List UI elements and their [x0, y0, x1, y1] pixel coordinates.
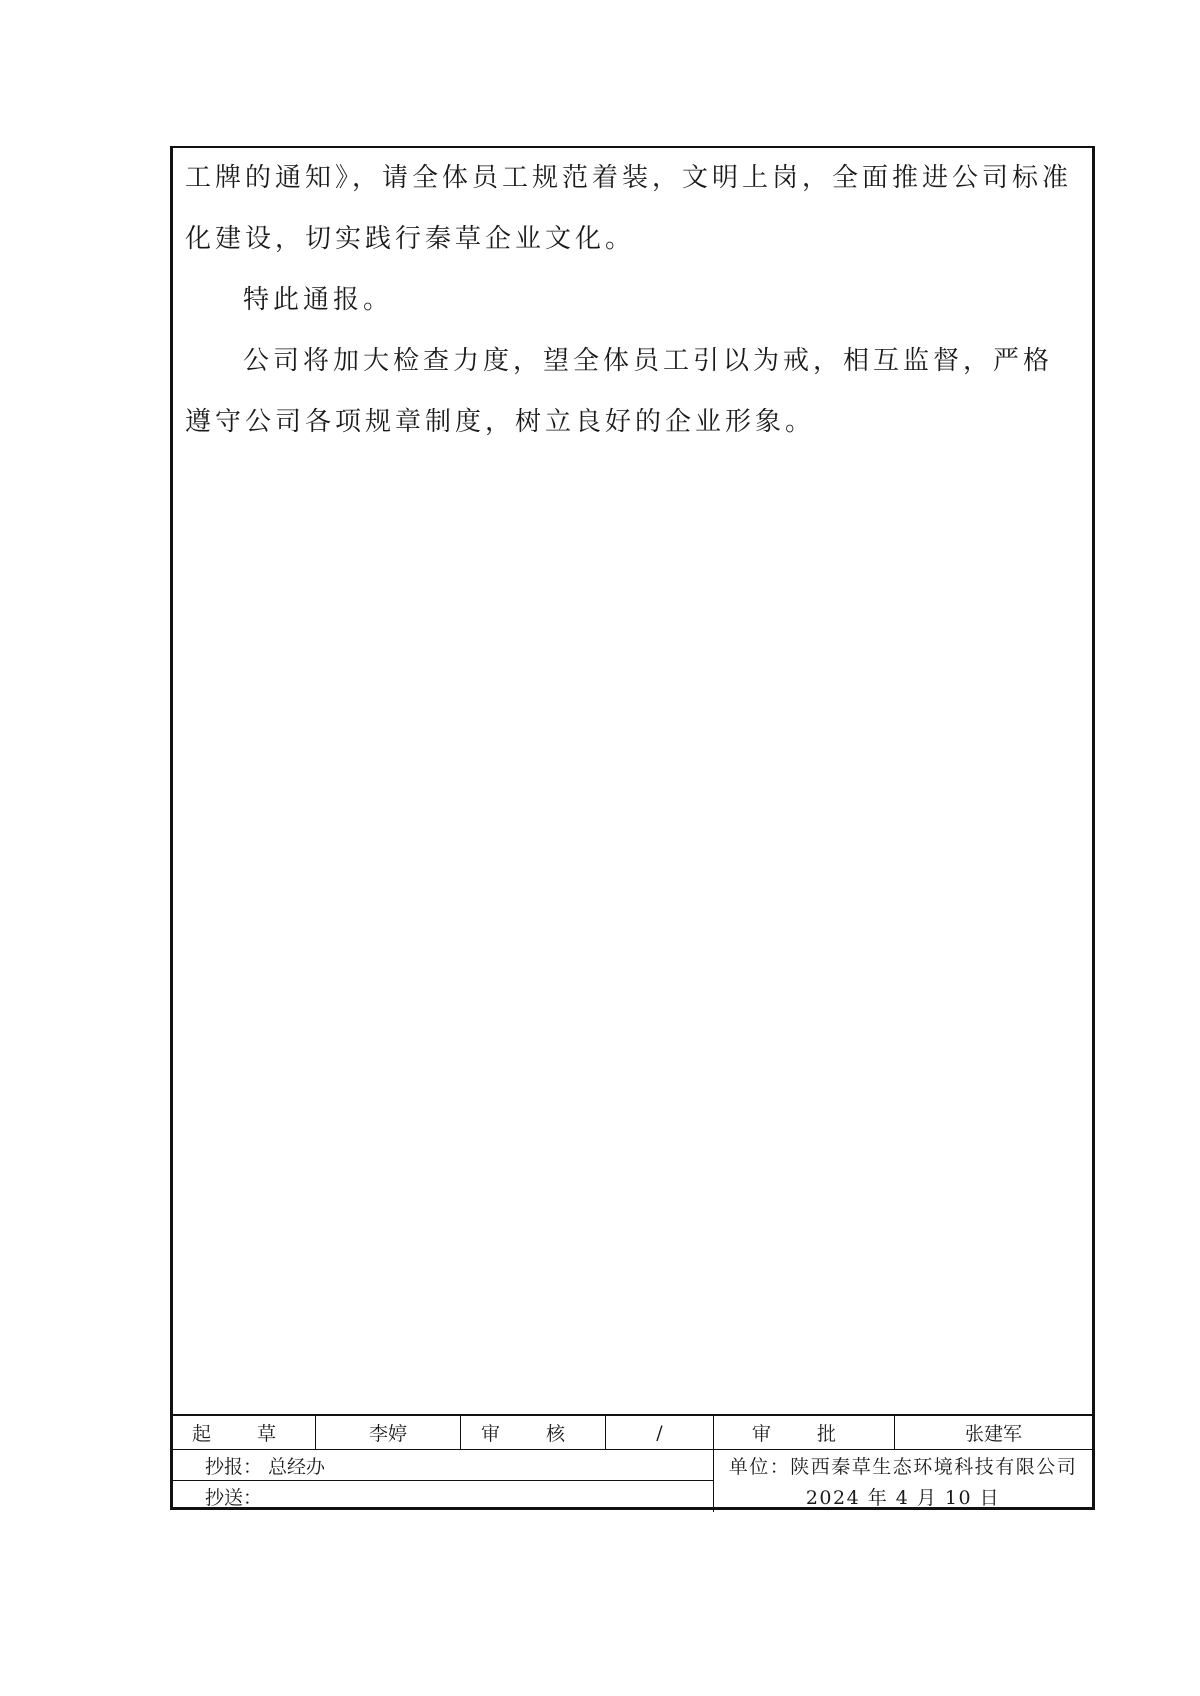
drafter-name: 李婷: [316, 1416, 461, 1449]
approver-label: 审 批: [714, 1416, 895, 1449]
paragraph-continuation: 工牌的通知》，请全体员工规范着装，文明上岗，全面推进公司标准化建设，切实践行秦草企业文化。: [185, 163, 1073, 254]
approver-name: 张建军: [964, 1423, 1022, 1445]
document-body: [185, 148, 1082, 453]
signature-table: [173, 1414, 1092, 1512]
paragraph-closing: 特此通报。: [243, 285, 394, 315]
issue-date: 2024 年 4 月 10 日: [805, 1487, 1001, 1509]
document-frame: [170, 146, 1095, 1510]
distribution-list: [173, 1450, 714, 1512]
issuing-unit: 单位：陕西秦草生态环境科技有限公司: [728, 1456, 1078, 1478]
drafter-label: 起 草: [173, 1416, 316, 1449]
paragraph-warning: 公司将加大检查力度，望全体员工引以为戒，相互监督，严格遵守公司各项规章制度，树立良好的企业形象。: [185, 346, 1054, 437]
report-to: 抄报： 总经办: [173, 1450, 713, 1481]
reviewer-name: /: [606, 1416, 714, 1449]
issuer-block: [714, 1450, 1092, 1512]
reviewer-label: 审 核: [461, 1416, 606, 1449]
copy-to: 抄送：: [205, 1487, 263, 1509]
signature-row: [173, 1416, 1092, 1450]
distribution-section: [173, 1450, 1092, 1512]
